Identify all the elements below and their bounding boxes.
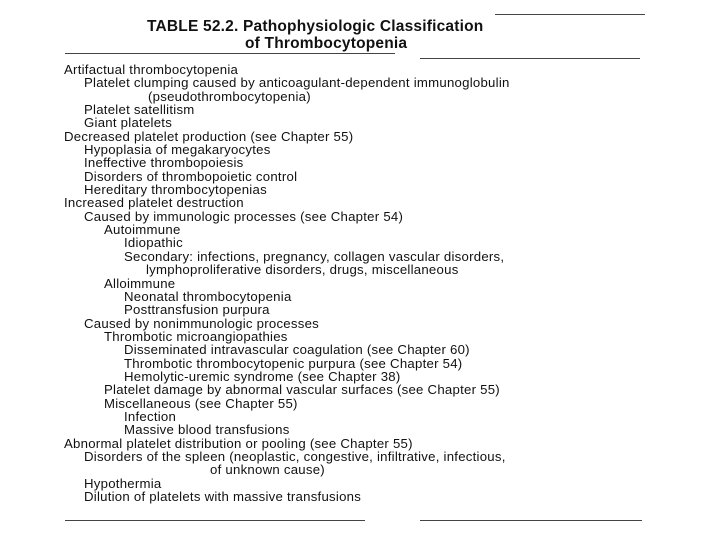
list-item: Thrombotic thrombocytopenic purpura (see Chapter 54) [124, 355, 463, 371]
list-item: Platelet clumping caused by anticoagulant-dependent immunoglobulin [84, 75, 510, 91]
list-item: Neonatal thrombocytopenia [124, 288, 292, 304]
list-item: Idiopathic [124, 235, 183, 251]
list-item: Platelet satellitism [84, 102, 195, 118]
list-item: Posttransfusion purpura [124, 302, 270, 318]
list-item: Artifactual thrombocytopenia [64, 62, 239, 77]
list-item: Hypoplasia of megakaryocytes [84, 142, 271, 158]
table-title-line-1: TABLE 52.2. Pathophysiologic Classification [147, 18, 484, 35]
list-item: Dilution of platelets with massive transfusions [84, 489, 362, 504]
list-item: Disorders of thrombopoietic control [84, 168, 298, 184]
list-item: Caused by nonimmunologic processes [84, 315, 320, 331]
table-title-line-2: of Thrombocytopenia [245, 35, 408, 52]
list-item: Massive blood transfusions [124, 422, 290, 438]
list-item: Miscellaneous (see Chapter 55) [104, 395, 298, 411]
list-item: lymphoproliferative disorders, drugs, miscellaneous [146, 262, 459, 278]
list-item: Disseminated intravascular coagulation (see Chapter 60) [124, 342, 470, 358]
list-item: Ineffective thrombopoiesis [84, 155, 244, 171]
list-item: Thrombotic microangiopathies [104, 328, 288, 344]
top-rule-right [495, 14, 645, 15]
list-item: Hypothermia [84, 475, 162, 491]
list-item: Platelet damage by abnormal vascular surfaces (see Chapter 55) [104, 382, 500, 398]
list-item: Autoimmune [104, 222, 181, 238]
list-item: Increased platelet destruction [64, 195, 244, 211]
list-item: (pseudothrombocytopenia) [148, 88, 311, 104]
list-item: Hemolytic-uremic syndrome (see Chapter 38) [124, 368, 401, 384]
list-item: Abnormal platelet distribution or pooling (see Chapter 55) [64, 435, 413, 451]
bottom-rule-left [65, 520, 365, 521]
list-item: Alloimmune [104, 275, 176, 291]
classification-list [64, 63, 510, 503]
list-item: Disorders of the spleen (neoplastic, congestive, infiltrative, infectious, [84, 448, 506, 464]
top-rule-left [65, 53, 395, 54]
table-title [147, 18, 483, 52]
list-item: Secondary: infections, pregnancy, collagen vascular disorders, [124, 248, 505, 264]
list-item: Hereditary thrombocytopenias [84, 182, 267, 198]
list-item: of unknown cause) [210, 462, 325, 478]
title-rule-right [420, 58, 640, 59]
list-item: Infection [124, 408, 177, 424]
list-item: Caused by immunologic processes (see Chapter 54) [84, 208, 404, 224]
list-item: Decreased platelet production (see Chapter 55) [64, 128, 354, 144]
bottom-rule-right [420, 520, 642, 521]
list-item: Giant platelets [84, 115, 173, 131]
